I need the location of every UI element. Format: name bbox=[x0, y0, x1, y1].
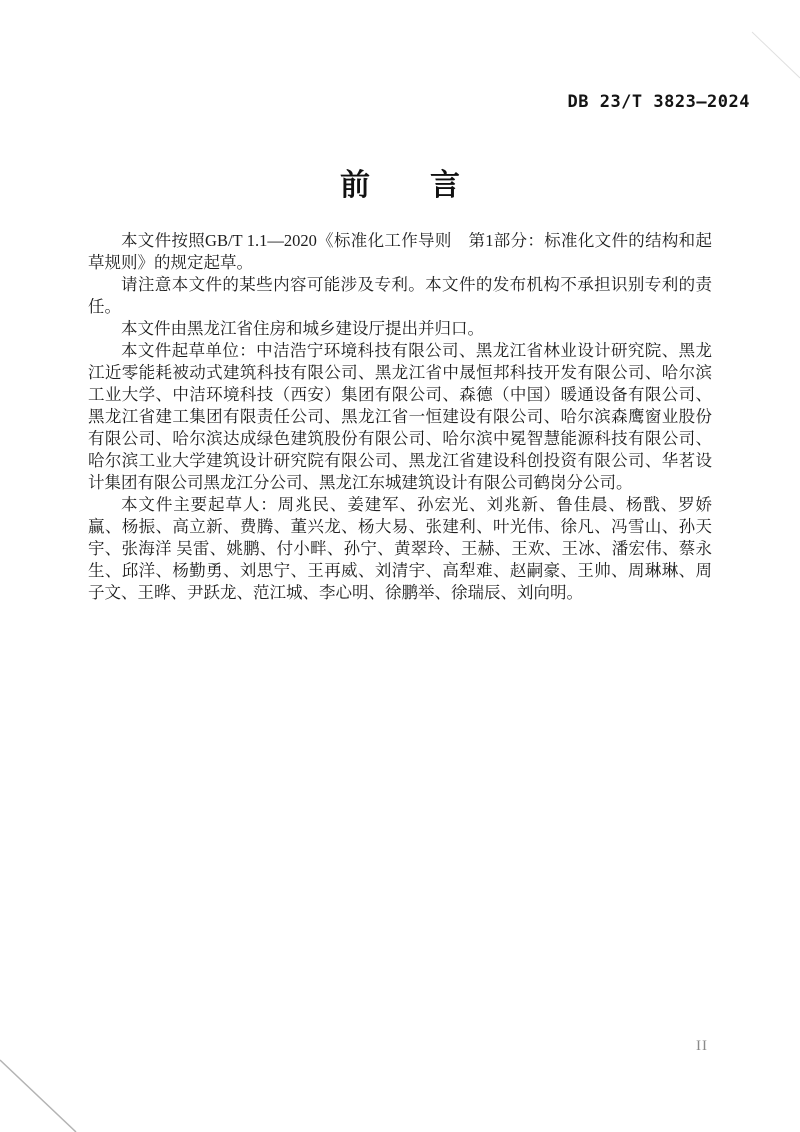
paragraph-patent-note: 请注意本文件的某些内容可能涉及专利。本文件的发布机构不承担识别专利的责任。 bbox=[88, 275, 712, 316]
foreword-body bbox=[88, 230, 712, 604]
document-number: DB 23/T 3823—2024 bbox=[567, 92, 750, 112]
page-number: II bbox=[696, 1038, 708, 1054]
paragraph-main-drafters: 本文件主要起草人：周兆民、姜建军、孙宏光、刘兆新、鲁佳晨、杨戬、罗娇赢、杨振、高立新、费腾、董兴龙、杨大易、张建利、叶光伟、徐凡、冯雪山、孙天宇、张海洋 吴雷、姚鹏、付小畔、孙宁、黄翠玲、王赫、王欢、王冰、潘宏伟、蔡永生、邱洋、杨勤勇、刘思宁、王再威、刘清宇、高犁难、赵嗣豪、王帅、周琳琳、周子文、王晔、尹跃龙、范江城、李心明、徐鹏举、徐瑞辰、刘向明。 bbox=[88, 495, 712, 602]
page-corner-mark-top-right bbox=[748, 26, 800, 82]
paragraph-drafting-organizations: 本文件起草单位：中洁浩宁环境科技有限公司、黑龙江省林业设计研究院、黑龙江近零能耗被动式建筑科技有限公司、黑龙江省中晟恒邦科技开发有限公司、哈尔滨工业大学、中洁环境科技（西安）集团有限公司、森德（中国）暖通设备有限公司、黑龙江省建工集团有限责任公司、黑龙江省一恒建设有限公司、哈尔滨森鹰窗业股份有限公司、哈尔滨达成绿色建筑股份有限公司、哈尔滨中冕智慧能源科技有限公司、哈尔滨工业大学建筑设计研究院有限公司、黑龙江省建设科创投资有限公司、华茗设计集团有限公司黑龙江分公司、黑龙江东城建筑设计有限公司鹤岗分公司。 bbox=[88, 341, 712, 492]
paragraph-drafting-rules: 本文件按照GB/T 1.1—2020《标准化工作导则 第1部分：标准化文件的结构和起草规则》的规定起草。 bbox=[88, 231, 712, 272]
page-corner-mark-bottom-left bbox=[0, 1056, 80, 1132]
paragraph-issuing-body: 本文件由黑龙江省住房和城乡建设厅提出并归口。 bbox=[121, 319, 484, 338]
page-title: 前 言 bbox=[340, 169, 460, 202]
